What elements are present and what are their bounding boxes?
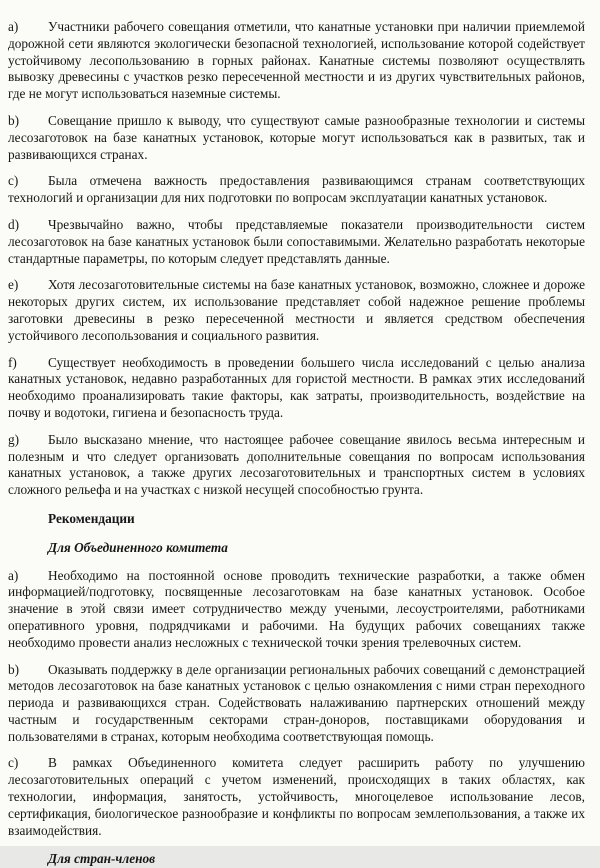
paragraph-text: Совещание пришло к выводу, что существуют самые разнообразные технологии и системы лесозаготовок на базе канатных установок, которые могут использоваться как в развитых, так и развивающихся странах.: [8, 112, 585, 162]
paragraph-label: f): [8, 354, 17, 370]
paragraph-text: Участники рабочего совещания отметили, что канатные установки при наличии приемлемой дорожной сети являются экологически безопасной технологией, использование которой содействует устойчивому лесопользованию в горных районах. Канатные системы позволяют осуществлять вывозку древесины с участков резко пересеченной местности и из других чувствительных районов, где не могут использоваться наземные системы.: [8, 19, 585, 102]
paragraph-label: e): [8, 277, 19, 293]
recommendation-paragraph-b: [8, 662, 585, 746]
paragraph-text: Чрезвычайно важно, чтобы представляемые показатели производительности систем лесозаготовок на базе канатных установок были сопоставимыми. Желательно разработать некоторые стандартные параметры, по которым следует представлять данные.: [8, 216, 585, 266]
recommendation-paragraph-c: [8, 755, 585, 839]
paragraph-text: Было высказано мнение, что настоящее рабочее совещание явилось весьма интересным и полезным и что следует организовать дополнительные совещания по вопросам использования канатных установок, а также других лесозаготовительных и транспортных систем в условиях сложного рельефа и на участках с низкой несущей способностью грунта.: [8, 431, 585, 498]
paragraph-label: c): [8, 173, 19, 189]
paragraph-text: Необходимо на постоянной основе проводить технические разработки, а также обмен информацией/подготовку, посвященные лесозаготовкам на базе канатных установок. Особое значение в этой связи имеет сотрудничество между учеными, лесоустроителями, работниками оперативного уровня, подрядчиками и рабочими. На будущих рабочих совещаниях также необходимо провести анализ несложных с технической точки зрения трелевочных систем.: [8, 567, 585, 650]
paragraph-text: В рамках Объединенного комитета следует расширить работу по улучшению лесозаготовительных операций с учетом изменений, происходящих в таких областях, как технологии, информация, занятость, устойчивость, многоцелевое использование лесов, сертификация, биологическое разнообразие и конфликты по вопросам землепользования, а также их взаимодействия.: [8, 755, 585, 838]
paragraph-label: d): [8, 216, 20, 232]
paragraph-label: b): [8, 661, 20, 677]
conclusion-paragraph-a: [8, 19, 585, 103]
paragraph-label: g): [8, 431, 20, 447]
member-countries-subheading: Для стран-членов: [48, 851, 156, 867]
conclusion-paragraph-b: [8, 113, 585, 163]
conclusion-paragraph-e: [8, 277, 585, 344]
conclusion-paragraph-f: [8, 355, 585, 422]
recommendations-heading: Рекомендации: [48, 510, 135, 526]
paragraph-label: a): [8, 19, 19, 34]
paragraph-text: Была отмечена важность предоставления развивающимся странам соответствующих технологий и организации для них подготовки по вопросам эксплуатации канатных установок.: [8, 173, 585, 206]
paragraph-label: c): [8, 755, 19, 771]
recommendation-paragraph-a: [8, 568, 585, 652]
paragraph-text: Хотя лесозаготовительные системы на базе канатных установок, возможно, сложнее и дороже некоторых других систем, их использование представляет собой надежное решение проблемы заготовки древесины в резко пересеченной местности и является средством обеспечения устойчивого лесопользования и социального развития.: [8, 277, 585, 343]
conclusion-paragraph-g: [8, 432, 585, 499]
paragraph-text: Существует необходимость в проведении большего числа исследований с целью анализа канатных установок, недавно разработанных для гористой местности. В рамках этих исследований необходимо проанализировать такие факторы, как затраты, производительность, воздействие на почву и водотоки, гигиена и безопасность труда.: [8, 354, 585, 420]
paragraph-text: Оказывать поддержку в деле организации региональных рабочих совещаний с демонстрацией методов лесозаготовок на базе канатных установок с целью ознакомления с ними стран переходного периода и развивающихся стран. Содействовать налаживанию партнерских отношений между частным и государственным секторами стран-доноров, поставщиками оборудования и пользователями в странах, которым необходима соответствующая помощь.: [8, 661, 585, 744]
conclusion-paragraph-c: [8, 173, 585, 207]
paragraph-label: b): [8, 112, 20, 128]
joint-committee-subheading: Для Объединенного комитета: [48, 539, 228, 555]
paragraph-label: a): [8, 567, 19, 583]
conclusion-paragraph-d: [8, 217, 585, 267]
